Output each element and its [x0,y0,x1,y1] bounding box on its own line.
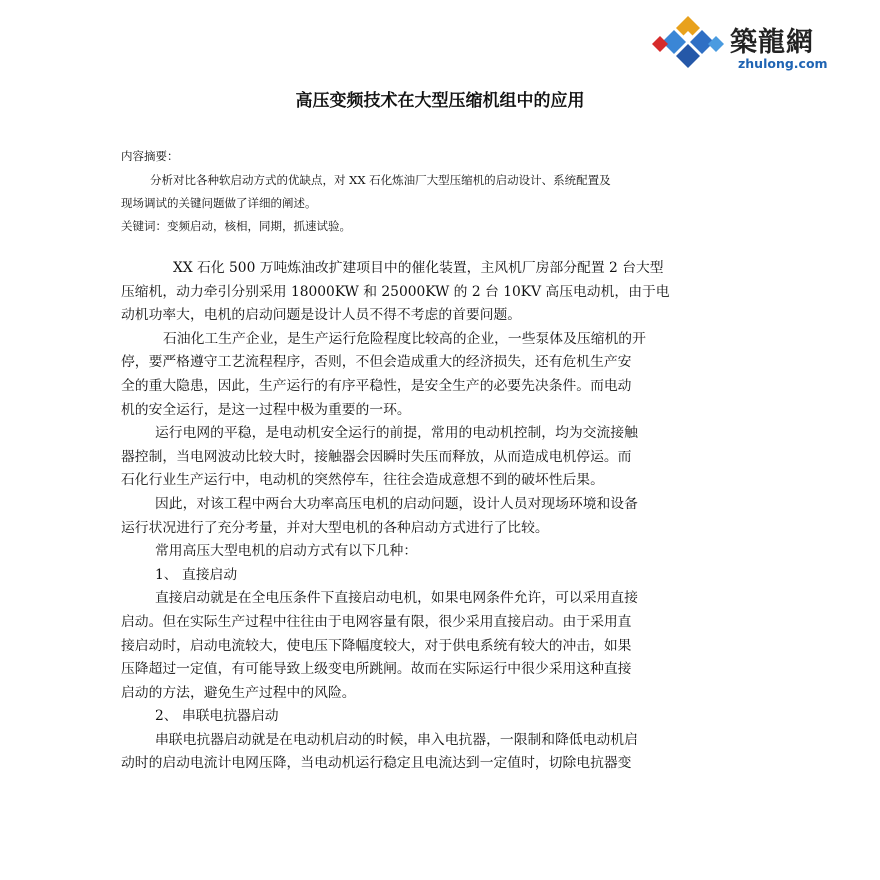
body-line: 压降超过一定值，有可能导致上级变电所跳闸。故而在实际运行中很少采用这种直接 [121,661,632,678]
logo-url-text: zhulong.com [738,56,828,71]
body-line: 直接启动就是在全电压条件下直接启动电机，如果电网条件允许，可以采用直接 [155,590,638,607]
body-line: 接启动时，启动电流较大，使电压下降幅度较大，对于供电系统有较大的冲击，如果 [121,637,632,654]
abstract-line-2: 现场调试的关键问题做了详细的阐述。 [121,196,317,210]
zhulong-logo [650,10,850,72]
body-line: 压缩机，动力牵引分别采用 18000KW 和 25000KW 的 2 台 10KV 高压电动机，由于电 [121,283,670,300]
body-text [121,257,781,776]
abstract-line-1: 分析对比各种软启动方式的优缺点，对 XX 石化炼油厂大型压缩机的启动设计、系统配置及 [150,173,611,187]
body-line: 石油化工生产企业，是生产运行危险程度比较高的企业，一些泵体及压缩机的开 [163,330,646,347]
keywords: 关键词：变频启动，核相，同期，抓速试验。 [121,219,351,233]
body-line: 串联电抗器启动就是在电动机启动的时候，串入电抗器，一限制和降低电动机启 [155,731,638,748]
body-line: 全的重大隐患，因此，生产运行的有序平稳性，是安全生产的必要先决条件。而电动 [121,377,632,394]
body-line: XX 石化 500 万吨炼油改扩建项目中的催化装置，主风机厂房部分配置 2 台大型 [173,260,664,276]
body-line: 运行状况进行了充分考量，并对大型电机的各种启动方式进行了比较。 [121,519,549,536]
body-line: 停，要严格遵守工艺流程程序，否则，不但会造成重大的经济损失，还有危机生产安 [121,354,632,371]
body-line: 机的安全运行，是这一过程中极为重要的一环。 [121,401,411,418]
logo-chinese-text: 築龍網 [730,27,814,58]
body-line: 运行电网的平稳，是电动机安全运行的前提，常用的电动机控制，均为交流接触 [155,425,638,442]
zhulong-logo-icon [650,14,726,72]
document-title: 高压变频技术在大型压缩机组中的应用 [295,91,585,111]
abstract-heading: 内容摘要： [121,149,179,163]
body-line: 启动的方法，避免生产过程中的风险。 [121,684,356,701]
body-line: 启动。但在实际生产过程中往往由于电网容量有限，很少采用直接启动。由于采用直 [121,613,632,630]
body-line: 常用高压大型电机的启动方式有以下几种： [155,543,418,560]
body-line: 器控制，当电网波动比较大时，接触器会因瞬时失压而释放，从而造成电机停运。而 [121,448,632,465]
body-line: 石化行业生产运行中，电动机的突然停车，往往会造成意想不到的破坏性后果。 [121,472,604,489]
body-line: 动时的启动电流计电网压降，当电动机运行稳定且电流达到一定值时，切除电抗器变 [121,755,632,772]
body-line: 因此，对该工程中两台大功率高压电机的启动问题，设计人员对现场环境和设备 [155,495,638,512]
section-heading: 2、 串联电抗器启动 [155,708,279,725]
section-heading: 1、 直接启动 [155,566,238,583]
body-line: 动机功率大，电机的启动问题是设计人员不得不考虑的首要问题。 [121,307,522,324]
